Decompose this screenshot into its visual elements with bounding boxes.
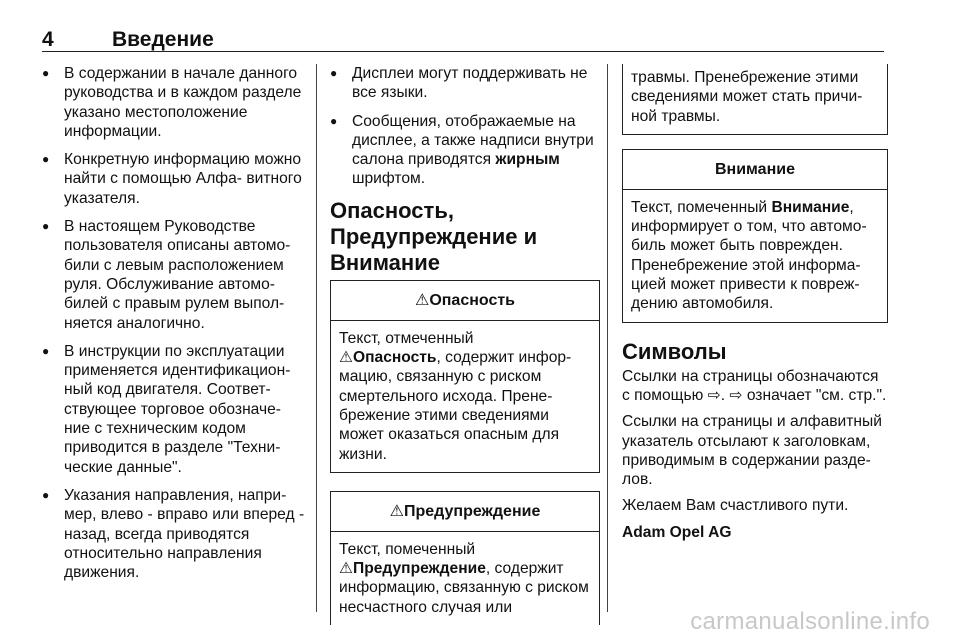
box-keyword: Внимание [771, 198, 850, 216]
box-keyword: Опасность [352, 349, 437, 367]
list-item: ● В содержании в начале данного руководства и в каждом разделе указано местоположение информации. [42, 64, 310, 141]
watermark: carmanualsonline.info [690, 608, 930, 635]
column-1 [42, 64, 310, 591]
paragraph-text: Ссылки на страницы обозначаются с помощью [622, 367, 879, 404]
danger-box [330, 280, 600, 473]
warning-triangle-icon: ⚠ [339, 349, 353, 367]
danger-box-title: Опасность [429, 291, 516, 309]
box-text: , содержит инфор- мацию, связанную с риском смертельного исхода. Прене- брежение этими сведениями может оказаться опасным для жизни. [339, 349, 572, 463]
list-item: ● Конкретную информацию можно найти с помощью Алфа- витного указателя. [42, 150, 310, 208]
page-ref-icon: ⇨ [729, 386, 743, 404]
page-number: 4 [42, 28, 54, 51]
caution-box-title: Внимание [623, 150, 887, 190]
page-title: Введение [112, 28, 214, 51]
bullet-text: шрифтом. [352, 170, 426, 188]
caution-box-body [623, 190, 887, 322]
list-item: ● Указания направления, напри- мер, влево - вправо или вперед - назад, всегда приводятся относительно направления движения. [42, 486, 310, 582]
warning-box-continued-body: травмы. Пренебрежение этими сведениями может стать причи- ной травмы. [631, 69, 863, 125]
box-text: Текст, помеченный [339, 540, 476, 558]
warning-triangle-icon: ⚠ [389, 502, 404, 520]
warning-box [330, 491, 600, 625]
list-item: ● Дисплеи могут поддерживать не все языки. [330, 64, 600, 103]
paragraph: Желаем Вам счастливого пути. [622, 497, 849, 515]
warning-box-header [331, 492, 599, 532]
box-text: Текст, отмеченный [339, 329, 474, 347]
danger-box-header [331, 281, 599, 321]
caution-box [622, 149, 888, 323]
column-3 [622, 64, 888, 549]
bold-example: жирным [495, 151, 560, 169]
box-text: , содержит информацию, связанную с риском несчастного случая или [339, 560, 589, 616]
section-title: Опасность, Предупреждение и Внимание [330, 197, 538, 275]
box-keyword: Предупреждение [352, 560, 486, 578]
symbols-title: Символы [622, 338, 727, 364]
box-text: Текст, помеченный [631, 198, 768, 216]
box-text: , информирует о том, что автомо- биль может быть поврежден. Пренебрежение этой информа- цией может привести к повреж- дению автомобиля. [631, 198, 867, 313]
list-item: ● В настоящем Руководстве пользователя описаны автомо- били с левым расположением руля. Обслуживание автомо- билей с правым рулем выпол- няется аналогично. [42, 217, 310, 333]
column-divider-1 [316, 64, 317, 612]
column-divider-2 [607, 64, 608, 612]
warning-triangle-icon: ⚠ [414, 291, 430, 309]
page-header [42, 28, 884, 52]
bullet-text: Сообщения, отображаемые на дисплее, а также надписи внутри салона приводятся [352, 112, 594, 169]
bullet-list [42, 64, 310, 582]
paragraph: Ссылки на страницы обозначаются с помощью ⇨. ⇨ означает "см. стр.". [622, 367, 887, 404]
page-ref-icon: ⇨ [707, 386, 721, 404]
list-item [330, 112, 600, 189]
warning-box-title: Предупреждение [404, 502, 541, 520]
danger-box-body [331, 321, 599, 472]
warning-triangle-icon: ⚠ [339, 560, 353, 578]
list-item: ● В инструкции по эксплуатации применяется идентификацион- ный код двигателя. Соответ- ствующее торговое обозначе- ние с техническим кодом приводится в разделе "Техни- ческие данные". [42, 342, 310, 477]
warning-box-body [331, 532, 599, 625]
paragraph: Ссылки на страницы и алфавитный указатель отсылают к заголовкам, приводимым в содержании разде- лов. [622, 413, 882, 489]
column-2 [330, 64, 600, 625]
bullet-list [330, 64, 600, 189]
paragraph-text: означает "см. стр.". [746, 386, 887, 404]
warning-box-continued [622, 64, 888, 135]
signature: Adam Opel AG [622, 523, 732, 541]
